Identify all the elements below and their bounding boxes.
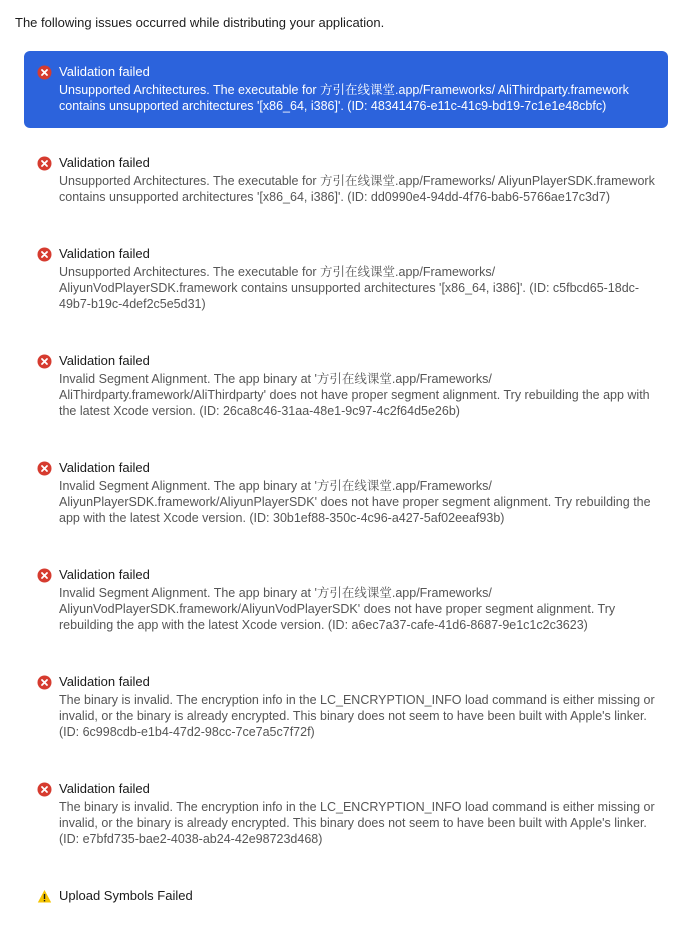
issue-item[interactable] — [24, 51, 668, 128]
error-x-icon — [37, 782, 52, 797]
issue-title: Upload Symbols Failed — [59, 888, 193, 903]
header-text: The following issues occurred while distributing your application. — [15, 15, 385, 30]
issue-message: Unsupported Architectures. The executable for 方引在线课堂.app/Frameworks/ AliyunPlayerSDK.framework contains unsupported architectures '[x86_64, i386]'. (ID: dd0990e4-94dd-4f76-bab6-5766ae17c3d7) — [59, 174, 655, 204]
issue-item[interactable] — [24, 142, 668, 219]
issue-item[interactable] — [24, 554, 668, 647]
issue-title: Validation failed — [59, 674, 150, 689]
issue-item[interactable] — [24, 340, 668, 433]
issue-title: Validation failed — [59, 155, 150, 170]
issue-message: Invalid Segment Alignment. The app binary at '方引在线课堂.app/Frameworks/ AliyunPlayerSDK.framework/AliyunPlayerSDK' does not have proper segment alignment. Try rebuilding the app with the latest Xcode version. (ID: 30b1ef88-350c-4c96-a427-5af02eeaf93b) — [59, 479, 651, 525]
warning-triangle-icon — [37, 889, 52, 904]
issue-message: Invalid Segment Alignment. The app binary at '方引在线课堂.app/Frameworks/ AliThirdparty.framework/AliThirdparty' does not have proper segment alignment. Try rebuilding the app with the latest Xcode version. (ID: 26ca8c46-31aa-48e1-9c97-4c2f64d5e26b) — [59, 372, 650, 418]
issue-message: Unsupported Architectures. The executable for 方引在线课堂.app/Frameworks/ AliThirdparty.framework contains unsupported architectures '[x86_64, i386]'. (ID: 48341476-e11c-41c9-bd19-7c1e1e48cbfc) — [59, 83, 629, 113]
issue-message: The binary is invalid. The encryption info in the LC_ENCRYPTION_INFO load command is either missing or invalid, or the binary is already encrypted. This binary does not seem to have been built with Apple's linker. (ID: 6c998cdb-e1b4-47d2-98cc-7ce7a5c7f72f) — [59, 693, 655, 739]
issue-title: Validation failed — [59, 567, 150, 582]
issue-title: Validation failed — [59, 64, 150, 79]
error-x-icon — [37, 675, 52, 690]
issue-item[interactable] — [24, 661, 668, 754]
issue-title: Validation failed — [59, 246, 150, 261]
issues-list[interactable] — [24, 51, 668, 934]
issue-item[interactable] — [24, 875, 668, 920]
error-x-icon — [37, 156, 52, 171]
issue-message: Unsupported Architectures. The executable for 方引在线课堂.app/Frameworks/ AliyunVodPlayerSDK.framework contains unsupported architectures '[x86_64, i386]'. (ID: c5fbcd65-18dc-49b7-b19c-4def2c5e5d31) — [59, 265, 640, 311]
issue-title: Validation failed — [59, 460, 150, 475]
error-x-icon — [37, 247, 52, 262]
error-x-icon — [37, 65, 52, 80]
issue-item[interactable] — [24, 768, 668, 861]
issue-item[interactable] — [24, 233, 668, 326]
error-x-icon — [37, 568, 52, 583]
error-x-icon — [37, 461, 52, 476]
issue-title: Validation failed — [59, 781, 150, 796]
issue-message: Invalid Segment Alignment. The app binary at '方引在线课堂.app/Frameworks/ AliyunVodPlayerSDK.framework/AliyunVodPlayerSDK' does not have proper segment alignment. Try rebuilding the app with the latest Xcode version. (ID: a6ec7a37-cafe-41d6-8687-9e1c1c2c3623) — [59, 586, 616, 632]
error-x-icon — [37, 354, 52, 369]
issue-title: Validation failed — [59, 353, 150, 368]
issue-message: The binary is invalid. The encryption info in the LC_ENCRYPTION_INFO load command is either missing or invalid, or the binary is already encrypted. This binary does not seem to have been built with Apple's linker. (ID: e7bfd735-bae2-4038-ab24-42e98723d468) — [59, 800, 655, 846]
issue-item[interactable] — [24, 447, 668, 540]
